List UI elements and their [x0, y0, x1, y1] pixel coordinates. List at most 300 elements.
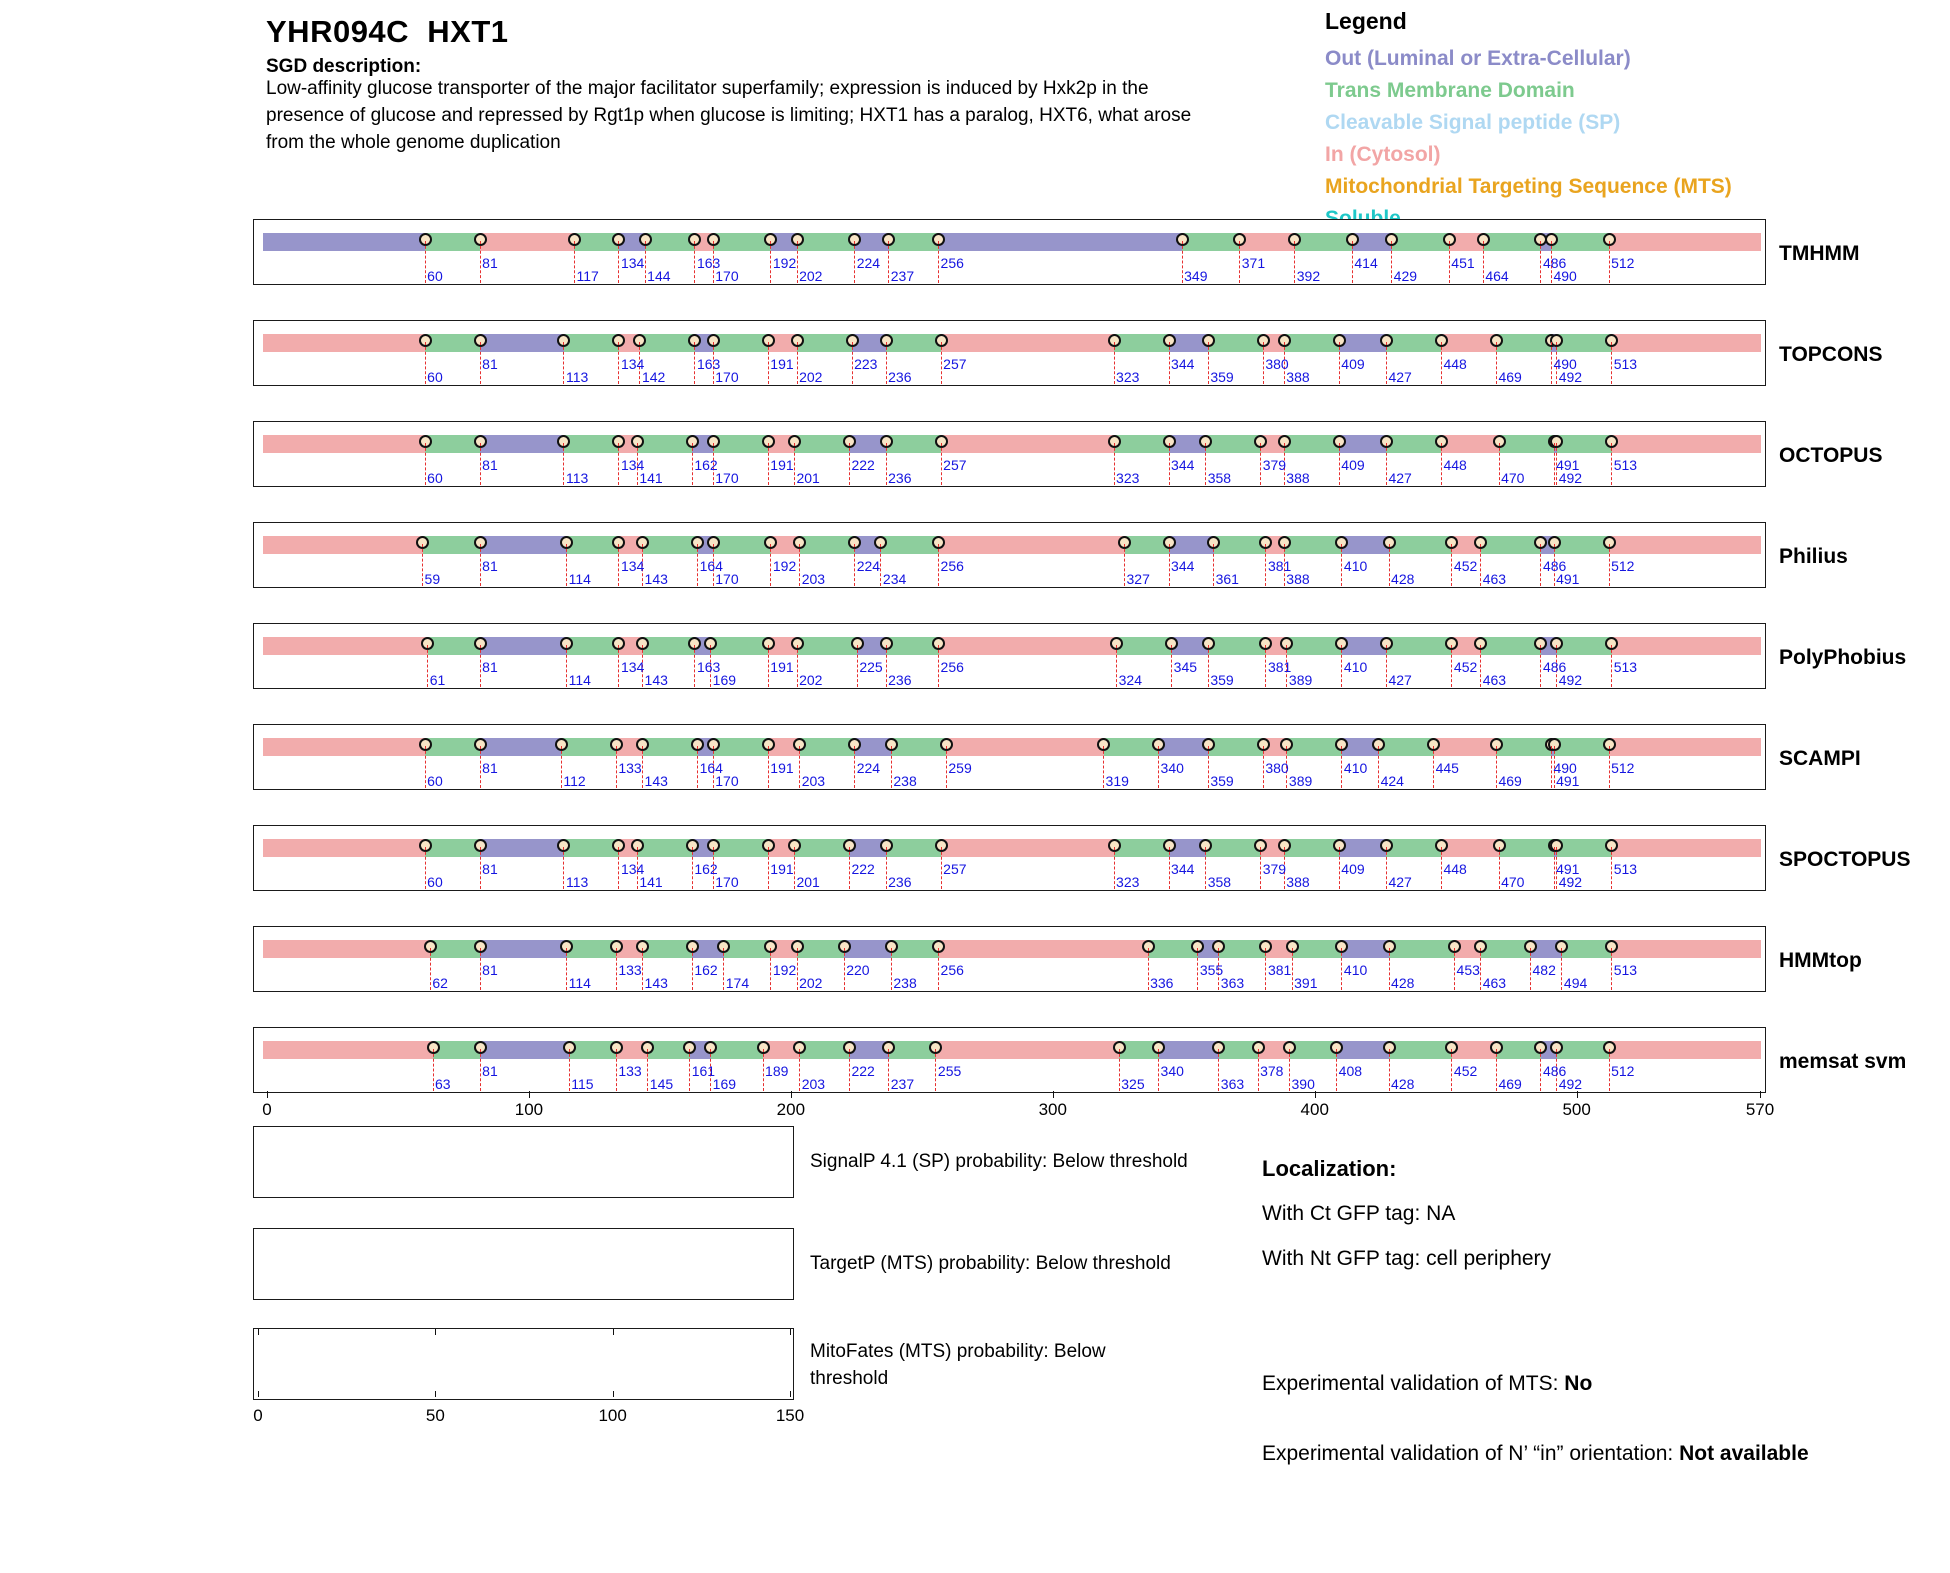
boundary-label: 222 — [851, 457, 875, 473]
boundary-line — [799, 544, 800, 586]
segment-tm — [794, 435, 849, 453]
segment-in — [263, 839, 425, 857]
segment-tm — [1499, 435, 1554, 453]
segment-tm — [797, 637, 857, 655]
segment-tm — [1496, 334, 1551, 352]
segment-tm — [567, 940, 617, 958]
axis-tick-label: 200 — [776, 1100, 806, 1119]
segment-in — [1612, 334, 1761, 352]
segment-tm — [637, 839, 692, 857]
boundary-line — [1205, 443, 1206, 485]
boundary-label: 324 — [1118, 672, 1142, 688]
track-label-hmmtop: HMMtop — [1779, 949, 1862, 972]
boundary-line — [1551, 342, 1552, 384]
segment-tm — [643, 940, 693, 958]
mts-validation-line — [1262, 1370, 1592, 1398]
boundary-label: 359 — [1210, 773, 1234, 789]
segment-tm — [1287, 738, 1342, 756]
boundary-label: 492 — [1558, 672, 1583, 688]
segment-tm — [1389, 1041, 1452, 1059]
axis-tick-label: 300 — [1038, 1100, 1067, 1119]
segment-in — [1612, 637, 1761, 655]
mts-validation-value: No — [1564, 1372, 1593, 1395]
axis-tick-label: 570 — [1745, 1100, 1775, 1119]
boundary-label: 162 — [694, 457, 718, 473]
boundary-line — [941, 847, 942, 889]
boundary-label: 345 — [1173, 659, 1198, 675]
axis-tick — [1760, 1091, 1761, 1098]
boundary-line — [941, 342, 942, 384]
sgd-description-line: Low-affinity glucose transporter of the major facilitator superfamily; expression is induced by Hxk2p in the — [266, 78, 1149, 99]
boundary-line — [618, 443, 619, 485]
boundary-line — [1158, 1049, 1159, 1091]
prob-axis-tick — [258, 1329, 259, 1335]
boundary-label: 349 — [1184, 268, 1208, 284]
sgd-description-heading: SGD description: — [266, 56, 422, 77]
signalp-label: SignalP 4.1 (SP) probability: Below threshold — [810, 1151, 1188, 1172]
boundary-label: 222 — [851, 1063, 875, 1079]
boundary-label: 144 — [647, 268, 671, 284]
nt-gfp-line: With Nt GFP tag: cell periphery — [1262, 1247, 1552, 1270]
boundary-label: 490 — [1553, 760, 1577, 776]
boundary-label: 112 — [563, 773, 586, 789]
boundary-label: 452 — [1453, 659, 1478, 675]
segment-tm — [713, 536, 771, 554]
boundary-label: 170 — [715, 470, 739, 486]
boundary-label: 371 — [1241, 255, 1266, 271]
boundary-label: 492 — [1558, 470, 1583, 486]
boundary-label: 410 — [1343, 558, 1368, 574]
boundary-label: 191 — [770, 659, 794, 675]
axis-tick — [1053, 1091, 1054, 1098]
axis-tick — [529, 1091, 530, 1098]
boundary-line — [938, 241, 939, 283]
segment-tm — [1557, 637, 1612, 655]
segment-tm — [797, 233, 855, 251]
boundary-line — [1540, 544, 1541, 586]
boundary-label: 236 — [888, 874, 912, 890]
boundary-line — [1263, 746, 1264, 788]
prob-axis-tick-label: 150 — [775, 1406, 805, 1425]
boundary-label: 256 — [940, 558, 964, 574]
boundary-line — [1554, 443, 1555, 485]
boundary-line — [618, 645, 619, 687]
boundary-label: 410 — [1343, 659, 1368, 675]
boundary-label: 470 — [1501, 470, 1525, 486]
boundary-label: 60 — [427, 268, 443, 284]
boundary-label: 388 — [1286, 470, 1310, 486]
boundary-line — [1169, 443, 1170, 485]
segment-in — [1609, 233, 1761, 251]
segment-tm — [1557, 334, 1612, 352]
boundary-label: 512 — [1611, 255, 1635, 271]
boundary-label: 513 — [1613, 457, 1638, 473]
boundary-label: 490 — [1553, 356, 1577, 372]
prob-axis-tick — [258, 1391, 259, 1397]
boundary-line — [422, 544, 423, 586]
boundary-line — [886, 443, 887, 485]
segment-tm — [886, 839, 941, 857]
segment-tm — [1481, 536, 1541, 554]
segment-in — [939, 940, 1149, 958]
boundary-label: 114 — [568, 672, 591, 688]
boundary-label: 60 — [427, 874, 443, 890]
boundary-label: 164 — [699, 558, 723, 574]
boundary-label: 492 — [1558, 874, 1583, 890]
segment-tm — [643, 637, 695, 655]
segment-tm — [425, 738, 480, 756]
boundary-line — [1389, 1049, 1390, 1091]
boundary-label: 141 — [639, 874, 663, 890]
boundary-label: 448 — [1443, 356, 1467, 372]
boundary-line — [1609, 241, 1610, 283]
orientation-validation-value: Not available — [1679, 1442, 1809, 1465]
boundary-label: 133 — [618, 760, 642, 776]
boundary-label: 257 — [943, 457, 967, 473]
boundary-label: 491 — [1556, 457, 1580, 473]
boundary-label: 512 — [1611, 760, 1635, 776]
boundary-label: 134 — [620, 255, 645, 271]
legend-title: Legend — [1325, 8, 1407, 34]
boundary-label: 163 — [696, 356, 721, 372]
boundary-label: 380 — [1265, 356, 1289, 372]
boundary-line — [770, 544, 771, 586]
boundary-label: 237 — [890, 1076, 915, 1092]
segment-tm — [1284, 435, 1339, 453]
track-label-octopus: OCTOPUS — [1779, 444, 1883, 467]
boundary-label: 388 — [1286, 571, 1310, 587]
segment-tm — [1386, 334, 1441, 352]
boundary-line — [1260, 847, 1261, 889]
boundary-line — [891, 948, 892, 990]
boundary-line — [1116, 645, 1117, 687]
segment-tm — [713, 435, 768, 453]
boundary-label: 409 — [1341, 457, 1365, 473]
boundary-label: 191 — [770, 760, 794, 776]
track-philius — [253, 522, 1766, 588]
boundary-label: 513 — [1613, 659, 1638, 675]
boundary-line — [618, 241, 619, 283]
track-label-philius: Philius — [1779, 545, 1848, 568]
targetp-label: TargetP (MTS) probability: Below threshold — [810, 1253, 1171, 1274]
boundary-line — [1451, 1049, 1452, 1091]
segment-tm — [1292, 940, 1342, 958]
boundary-label: 409 — [1341, 356, 1365, 372]
boundary-line — [1386, 443, 1387, 485]
boundary-label: 81 — [482, 760, 498, 776]
segment-tm — [425, 233, 480, 251]
segment-in — [263, 435, 425, 453]
boundary-line — [797, 645, 798, 687]
boundary-label: 256 — [940, 962, 964, 978]
boundary-label: 114 — [568, 571, 591, 587]
boundary-label: 224 — [856, 255, 881, 271]
boundary-label: 414 — [1354, 255, 1378, 271]
boundary-line — [1341, 948, 1342, 990]
boundary-label: 512 — [1611, 558, 1635, 574]
boundary-label: 344 — [1171, 356, 1195, 372]
boundary-line — [425, 342, 426, 384]
boundary-label: 143 — [644, 672, 668, 688]
segment-tm — [1284, 334, 1339, 352]
segment-out — [844, 940, 891, 958]
boundary-label: 164 — [699, 760, 723, 776]
segment-tm — [1114, 334, 1169, 352]
boundary-label: 60 — [427, 369, 443, 385]
boundary-label: 486 — [1542, 659, 1567, 675]
boundary-line — [1540, 645, 1541, 687]
boundary-line — [770, 241, 771, 283]
boundary-line — [425, 443, 426, 485]
boundary-label: 224 — [856, 558, 881, 574]
boundary-line — [1611, 645, 1612, 687]
boundary-line — [569, 1049, 570, 1091]
track-polyphobius — [253, 623, 1766, 689]
segment-in — [1612, 839, 1761, 857]
track-topcons — [253, 320, 1766, 386]
track-memsat-svm — [253, 1027, 1766, 1093]
boundary-line — [1441, 847, 1442, 889]
boundary-line — [799, 1049, 800, 1091]
boundary-line — [891, 746, 892, 788]
boundary-line — [1609, 1049, 1610, 1091]
boundary-label: 141 — [639, 470, 663, 486]
boundary-line — [1341, 544, 1342, 586]
boundary-line — [616, 746, 617, 788]
boundary-line — [566, 544, 567, 586]
boundary-label: 491 — [1556, 861, 1580, 877]
boundary-label: 203 — [801, 773, 826, 789]
track-tmhmm — [253, 219, 1766, 285]
boundary-line — [1114, 342, 1115, 384]
boundary-line — [563, 443, 564, 485]
segment-tm — [1117, 637, 1172, 655]
boundary-line — [1451, 544, 1452, 586]
segment-out — [1339, 435, 1386, 453]
boundary-label: 388 — [1286, 369, 1310, 385]
boundary-line — [880, 544, 881, 586]
boundary-label: 463 — [1482, 975, 1507, 991]
segment-in — [263, 536, 423, 554]
segment-tm — [1389, 536, 1452, 554]
segment-out — [480, 940, 566, 958]
boundary-line — [480, 645, 481, 687]
segment-out — [1159, 1041, 1219, 1059]
boundary-label: 389 — [1288, 773, 1313, 789]
boundary-label: 381 — [1267, 962, 1292, 978]
boundary-line — [1480, 645, 1481, 687]
targetp-plot — [253, 1228, 794, 1300]
axis-tick-label: 500 — [1562, 1100, 1591, 1119]
boundary-line — [1114, 443, 1115, 485]
boundary-label: 113 — [565, 470, 589, 486]
segment-tm — [713, 233, 771, 251]
mitofates-label: MitoFates (MTS) probability: Below threshold — [810, 1341, 1106, 1389]
boundary-line — [697, 544, 698, 586]
boundary-label: 470 — [1501, 874, 1525, 890]
boundary-label: 363 — [1220, 1076, 1245, 1092]
segment-in — [936, 1041, 1119, 1059]
boundary-line — [697, 746, 698, 788]
boundary-line — [1441, 342, 1442, 384]
segment-tm — [1554, 536, 1609, 554]
segment-tm — [1208, 334, 1263, 352]
boundary-line — [768, 342, 769, 384]
segment-tm — [1481, 940, 1531, 958]
legend — [1325, 8, 1732, 235]
boundary-line — [1433, 746, 1434, 788]
segment-tm — [881, 536, 939, 554]
boundary-line — [1119, 1049, 1120, 1091]
segment-out — [1337, 1041, 1389, 1059]
segment-tm — [800, 536, 855, 554]
axis-tick-label: 100 — [514, 1100, 544, 1119]
segment-in — [1434, 738, 1497, 756]
segment-tm — [1386, 637, 1451, 655]
segment-tm — [1114, 435, 1169, 453]
boundary-line — [480, 948, 481, 990]
boundary-line — [941, 443, 942, 485]
boundary-line — [768, 443, 769, 485]
segment-tm — [425, 334, 480, 352]
boundary-label: 59 — [424, 571, 441, 587]
segment-tm — [1284, 536, 1342, 554]
segment-tm — [1182, 233, 1240, 251]
boundary-line — [1339, 342, 1340, 384]
segment-out — [480, 334, 564, 352]
boundary-label: 163 — [696, 255, 721, 271]
boundary-line — [1391, 241, 1392, 283]
segment-tm — [713, 738, 768, 756]
boundary-label: 61 — [429, 672, 446, 688]
boundary-line — [427, 645, 428, 687]
segment-tm — [797, 334, 852, 352]
boundary-line — [1336, 1049, 1337, 1091]
boundary-label: 379 — [1262, 457, 1287, 473]
boundary-line — [1124, 544, 1125, 586]
boundary-label: 427 — [1388, 470, 1412, 486]
boundary-line — [1182, 241, 1183, 283]
boundary-line — [852, 342, 853, 384]
track-scampi — [253, 724, 1766, 790]
boundary-line — [1341, 746, 1342, 788]
boundary-line — [1449, 241, 1450, 283]
boundary-line — [1265, 948, 1266, 990]
boundary-line — [797, 342, 798, 384]
segment-out — [480, 1041, 569, 1059]
boundary-label: 344 — [1171, 861, 1195, 877]
segment-out — [1339, 334, 1386, 352]
segment-tm — [567, 536, 619, 554]
boundary-label: 191 — [770, 457, 794, 473]
boundary-line — [642, 746, 643, 788]
boundary-label: 359 — [1210, 672, 1234, 688]
boundary-label: 169 — [712, 1076, 737, 1092]
segment-tm — [561, 738, 616, 756]
boundary-label: 162 — [694, 861, 718, 877]
segment-tm — [1208, 637, 1266, 655]
segment-tm — [428, 637, 480, 655]
boundary-line — [692, 443, 693, 485]
legend-item-tm: Trans Membrane Domain — [1325, 79, 1575, 102]
boundary-line — [694, 241, 695, 283]
segment-in — [263, 738, 425, 756]
page-title: YHR094C HXT1 — [266, 14, 509, 49]
boundary-label: 142 — [641, 369, 666, 385]
boundary-line — [1169, 342, 1170, 384]
segment-tm — [1554, 738, 1609, 756]
prob-axis-tick-label: 100 — [598, 1406, 627, 1425]
boundary-label: 134 — [620, 457, 645, 473]
boundary-label: 202 — [799, 369, 823, 385]
segment-tm — [886, 435, 941, 453]
boundary-label: 463 — [1482, 672, 1507, 688]
segment-tm — [1483, 233, 1541, 251]
boundary-label: 224 — [856, 760, 881, 776]
track-label-spoctopus: SPOCTOPUS — [1779, 848, 1911, 871]
boundary-label: 513 — [1613, 861, 1638, 877]
segment-tm — [1557, 839, 1612, 857]
boundary-label: 424 — [1380, 773, 1404, 789]
boundary-label: 145 — [649, 1076, 674, 1092]
segment-in — [1441, 839, 1499, 857]
boundary-label: 389 — [1288, 672, 1313, 688]
boundary-label: 220 — [846, 962, 870, 978]
boundary-label: 202 — [799, 672, 823, 688]
boundary-label: 448 — [1443, 861, 1467, 877]
boundary-line — [1480, 544, 1481, 586]
boundary-label: 170 — [715, 268, 739, 284]
boundary-label: 410 — [1343, 760, 1368, 776]
segment-tm — [1386, 839, 1441, 857]
boundary-label: 379 — [1262, 861, 1287, 877]
segment-in — [263, 637, 428, 655]
boundary-line — [797, 948, 798, 990]
boundary-label: 174 — [725, 975, 750, 991]
boundary-label: 451 — [1451, 255, 1475, 271]
boundary-label: 225 — [859, 659, 883, 675]
boundary-label: 325 — [1121, 1076, 1145, 1092]
boundary-label: 192 — [772, 255, 797, 271]
boundary-label: 486 — [1542, 1063, 1567, 1079]
boundary-label: 60 — [427, 773, 443, 789]
boundary-label: 133 — [618, 962, 642, 978]
boundary-line — [799, 746, 800, 788]
boundary-label: 134 — [620, 861, 645, 877]
segment-in — [941, 435, 1114, 453]
boundary-label: 355 — [1199, 962, 1224, 978]
boundary-label: 448 — [1443, 457, 1467, 473]
boundary-label: 494 — [1563, 975, 1588, 991]
boundary-line — [566, 645, 567, 687]
boundary-line — [935, 1049, 936, 1091]
boundary-line — [1386, 342, 1387, 384]
segment-tm — [1496, 738, 1551, 756]
boundary-line — [857, 645, 858, 687]
axis-tick — [791, 1091, 792, 1098]
boundary-label: 358 — [1207, 470, 1232, 486]
boundary-label: 238 — [893, 975, 917, 991]
segment-out — [1342, 940, 1389, 958]
segment-tm — [886, 334, 941, 352]
boundary-label: 114 — [568, 975, 591, 991]
boundary-label: 170 — [715, 571, 739, 587]
boundary-label: 428 — [1391, 571, 1415, 587]
boundary-line — [480, 1049, 481, 1091]
boundary-line — [1339, 443, 1340, 485]
boundary-line — [566, 948, 567, 990]
boundary-label: 170 — [715, 874, 739, 890]
